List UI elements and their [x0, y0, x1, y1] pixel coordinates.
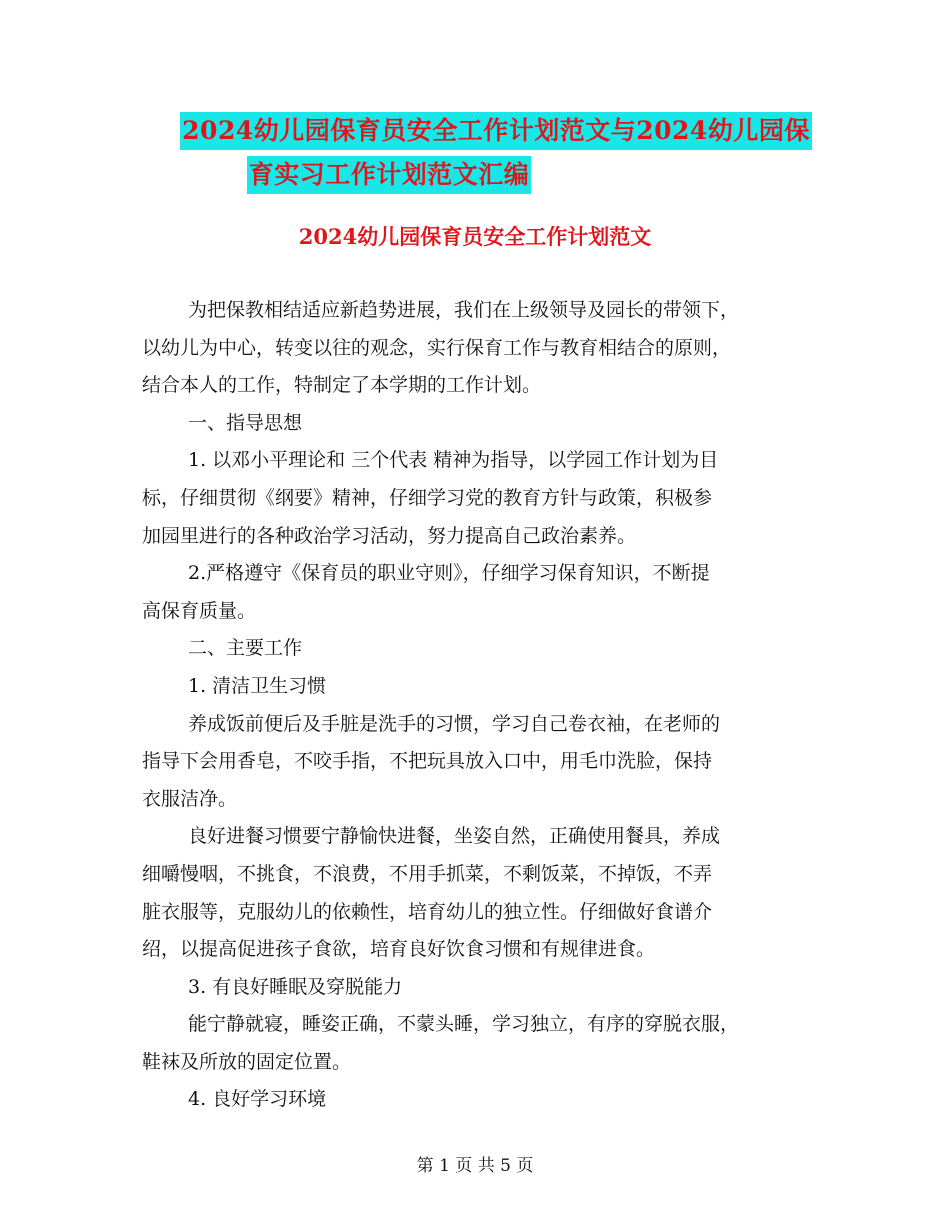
text-line: 养成饭前便后及手脏是洗手的习惯，学习自己卷衣袖，在老师的: [188, 712, 721, 735]
paragraph: [142, 1081, 810, 1119]
paragraph: [142, 706, 810, 819]
text-line: 标，仔细贯彻《纲要》精神，仔细学习党的教育方针与政策，积极参: [142, 486, 713, 509]
text-line: 能宁静就寝，睡姿正确，不蒙头睡，学习独立，有序的穿脱衣服，: [188, 1013, 740, 1036]
paragraph: [142, 442, 810, 555]
text-line: 脏衣服等，克服幼儿的依赖性，培育幼儿的独立性。仔细做好食谱介: [142, 900, 713, 923]
paragraph: [142, 969, 810, 1007]
page-footer: 第 1 页 共 5 页: [416, 1156, 534, 1176]
paragraph: [142, 818, 810, 968]
title-line-1: 2024幼儿园保育员安全工作计划范文与2024幼儿园保: [180, 112, 812, 150]
paragraph: [142, 668, 810, 706]
text-line: 1. 以邓小平理论和 三个代表 精神为指导，以学园工作计划为目: [188, 449, 719, 472]
text-line: 良好进餐习惯要宁静愉快进餐，坐姿自然，正确使用餐具，养成: [188, 825, 721, 848]
paragraph: [142, 630, 810, 668]
text-line: 4. 良好学习环境: [188, 1088, 327, 1111]
title-line-2: 育实习工作计划范文汇编: [247, 156, 532, 194]
text-line: 为把保教相结适应新趋势进展，我们在上级领导及园长的带领下，: [188, 299, 740, 321]
text-line: 一、指导思想: [188, 411, 303, 434]
paragraph: [142, 555, 810, 630]
text-line: 二、主要工作: [188, 637, 303, 660]
paragraph: [142, 292, 810, 405]
paragraph: [142, 1006, 810, 1081]
text-line: 以幼儿为中心，转变以往的观念，实行保育工作与教育相结合的原则，: [142, 336, 732, 359]
text-line: 加园里进行的各种政治学习活动，努力提高自己政治素养。: [142, 524, 637, 547]
text-line: 细嚼慢咽，不挑食，不浪费，不用手抓菜，不剩饭菜，不掉饭，不弄: [142, 862, 713, 885]
text-line: 鞋袜及所放的固定位置。: [142, 1050, 352, 1073]
section-title: 2024幼儿园保育员安全工作计划范文: [298, 224, 652, 249]
paragraph: [142, 405, 810, 443]
text-line: 衣服洁净。: [142, 787, 238, 810]
document-body: [142, 292, 810, 1119]
text-line: 3. 有良好睡眠及穿脱能力: [188, 975, 403, 998]
text-line: 绍，以提高促进孩子食欲，培育良好饮食习惯和有规律进食。: [142, 938, 656, 961]
text-line: 高保育质量。: [142, 599, 257, 622]
document-title: [0, 112, 950, 194]
text-line: 1. 清洁卫生习惯: [188, 674, 327, 697]
text-line: 指导下会用香皂，不咬手指，不把玩具放入口中，用毛巾洗脸，保持: [142, 750, 713, 773]
text-line: 2.严格遵守《保育员的职业守则》，仔细学习保育知识，不断提: [188, 562, 710, 585]
text-line: 结合本人的工作，特制定了本学期的工作计划。: [142, 374, 542, 397]
